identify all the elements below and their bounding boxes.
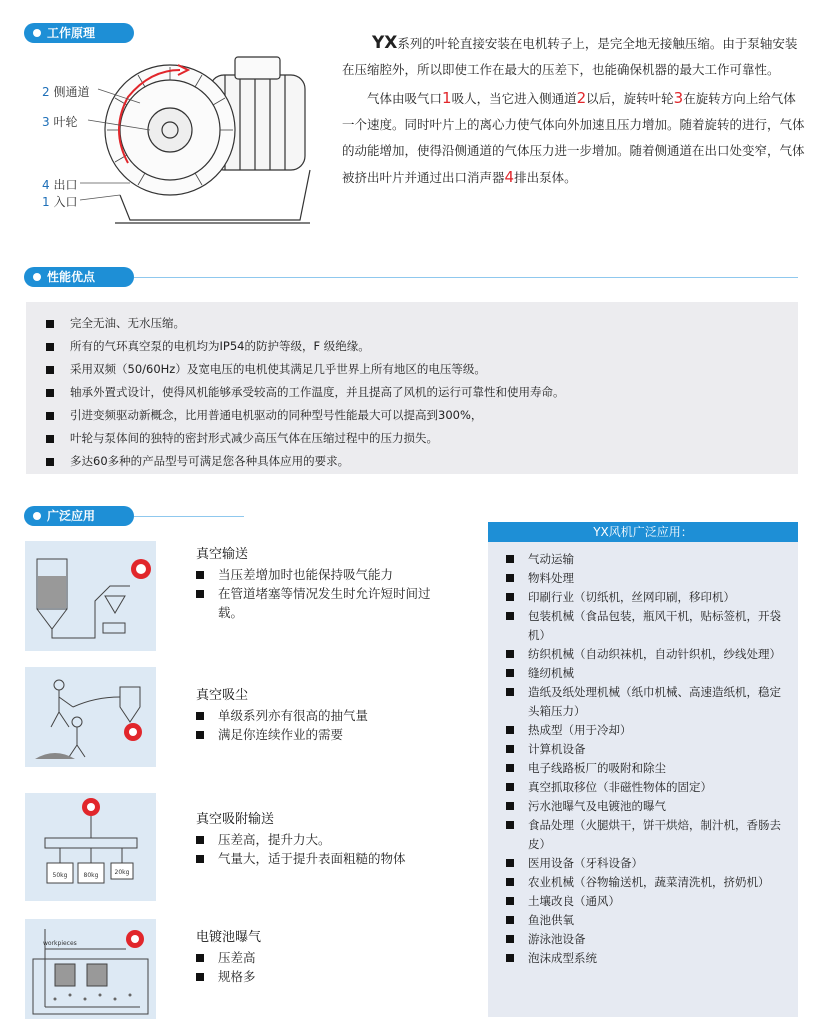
section-title: 广泛应用 xyxy=(47,509,96,523)
callout-outlet: 4 出口 xyxy=(42,178,78,192)
list-item: 计算机设备 xyxy=(506,740,798,759)
callout-side-channel: 2 侧通道 xyxy=(42,85,90,99)
bullet-dot-icon xyxy=(33,512,41,520)
list-item: 多达60多种的产品型号可满足您各种具体应用的要求。 xyxy=(46,450,798,473)
application-plating-aeration xyxy=(25,919,156,1023)
application-text xyxy=(196,926,438,986)
callout-inlet: 1 入口 xyxy=(42,195,78,209)
list-item: 单级系列亦有很高的抽气量 xyxy=(196,706,438,725)
principle-paragraph-1: YX系列的叶轮直接安装在电机转子上，是完全地无接触压缩。由于泵轴安装在压缩腔外，所以即使工作在最大的压差下，也能确保机器的最大工作可靠性。 xyxy=(342,33,798,77)
principle-paragraph-2: 气体由吸气口1吸人，当它进入侧通道2以后，旋转叶轮3在旋转方向上给气体一个速度。同时叶片上的离心力使气体向外加速且压力增加。随着旋转的进行，气体的动能增加，使得沿侧通道的气体压力进一步增加。随着侧通道在出口处变窄，气体被挤出叶片并通过出口消声器4排出泵体。 xyxy=(342,89,805,186)
bullet-dot-icon xyxy=(33,29,41,37)
list-item: 污水池曝气及电镀池的曝气 xyxy=(506,797,798,816)
list-item: 土壤改良（通风） xyxy=(506,892,798,911)
list-item: 采用双频（50/60Hz）及宽电压的电机使其满足几乎世界上所有地区的电压等级。 xyxy=(46,358,798,381)
vacuum-gripping-illustration xyxy=(25,793,156,901)
list-item: 纺织机械（自动织袜机，自动针织机，纱线处理） xyxy=(506,645,798,664)
section-title: 工作原理 xyxy=(47,26,96,40)
list-item: 引进变频驱动新概念，比用普通电机驱动的同种型号性能最大可以提高到300%， xyxy=(46,404,798,427)
advantages-list xyxy=(26,302,798,473)
callout-impeller: 3 叶轮 xyxy=(42,115,78,129)
application-text xyxy=(196,684,438,744)
list-item: 电子线路板厂的吸附和除尘 xyxy=(506,759,798,778)
application-text xyxy=(196,543,438,622)
list-item: 所有的气环真空泵的电机均为IP54的防护等级，F 级绝缘。 xyxy=(46,335,798,358)
application-vacuum-gripping xyxy=(25,793,156,905)
list-item: 叶轮与泵体间的独特的密封形式减少高压气体在压缩过程中的压力损失。 xyxy=(46,427,798,450)
application-title: 真空吸尘 xyxy=(196,688,249,703)
list-item: 食品处理（火腿烘干，饼干烘焙，制汁机，香肠去皮） xyxy=(506,816,798,854)
list-item: 热成型（用于冷却） xyxy=(506,721,798,740)
list-item: 印刷行业（切纸机，丝网印刷，移印机） xyxy=(506,588,798,607)
bullet-dot-icon xyxy=(33,273,41,281)
application-vacuum-conveying xyxy=(25,541,156,655)
application-text xyxy=(196,808,438,868)
list-item: 造纸及纸处理机械（纸巾机械、高速造纸机，稳定头箱压力） xyxy=(506,683,798,721)
yx-applications-list xyxy=(488,542,798,968)
list-item: 轴承外置式设计，使得风机能够承受较高的工作温度，并且提高了风机的运行可靠性和使用寿命。 xyxy=(46,381,798,404)
section-divider xyxy=(134,277,798,278)
yx-panel-title: YX风机广泛应用： xyxy=(488,522,798,542)
list-item: 泡沫成型系统 xyxy=(506,949,798,968)
section-title: 性能优点 xyxy=(47,270,96,284)
list-item: 满足你连续作业的需要 xyxy=(196,725,438,744)
list-item: 包装机械（食品包装，瓶风干机，贴标签机，开袋机） xyxy=(506,607,798,645)
weight-label: 80kg xyxy=(83,872,99,879)
section-header-advantages xyxy=(24,267,134,287)
list-item: 规格多 xyxy=(196,967,438,986)
principle-text xyxy=(342,30,807,191)
yx-applications-panel xyxy=(488,522,798,1017)
list-item: 压差高 xyxy=(196,948,438,967)
list-item: 压差高，提升力大。 xyxy=(196,830,438,849)
section-header-applications xyxy=(24,506,134,526)
list-item: 当压差增加时也能保持吸气能力 xyxy=(196,565,438,584)
weight-label: 50kg xyxy=(52,872,68,879)
vacuum-cleaning-illustration xyxy=(25,667,156,767)
vacuum-conveying-illustration xyxy=(25,541,156,651)
list-item: 鱼池供氧 xyxy=(506,911,798,930)
list-item: 缝纫机械 xyxy=(506,664,798,683)
list-item: 在管道堵塞等情况发生时允许短时间过载。 xyxy=(196,584,438,622)
list-item: 完全无油、无水压缩。 xyxy=(46,312,798,335)
weight-label: 20kg xyxy=(114,869,130,876)
plating-aeration-illustration xyxy=(25,919,156,1019)
application-title: 真空吸附输送 xyxy=(196,812,275,827)
workpieces-label: workpieces xyxy=(43,940,77,947)
advantages-box xyxy=(26,302,798,474)
application-title: 真空输送 xyxy=(196,547,249,562)
blower-cutaway-diagram xyxy=(10,45,335,245)
application-vacuum-cleaning xyxy=(25,667,156,771)
list-item: 医用设备（牙科设备） xyxy=(506,854,798,873)
application-title: 电镀池曝气 xyxy=(196,930,262,945)
list-item: 物料处理 xyxy=(506,569,798,588)
section-header-principle xyxy=(24,23,134,43)
list-item: 游泳池设备 xyxy=(506,930,798,949)
list-item: 气动运输 xyxy=(506,550,798,569)
list-item: 真空抓取移位（非磁性物体的固定） xyxy=(506,778,798,797)
section-divider xyxy=(134,516,244,517)
list-item: 农业机械（谷物输送机，蔬菜清洗机，挤奶机） xyxy=(506,873,798,892)
list-item: 气量大，适于提升表面粗糙的物体 xyxy=(196,849,438,868)
